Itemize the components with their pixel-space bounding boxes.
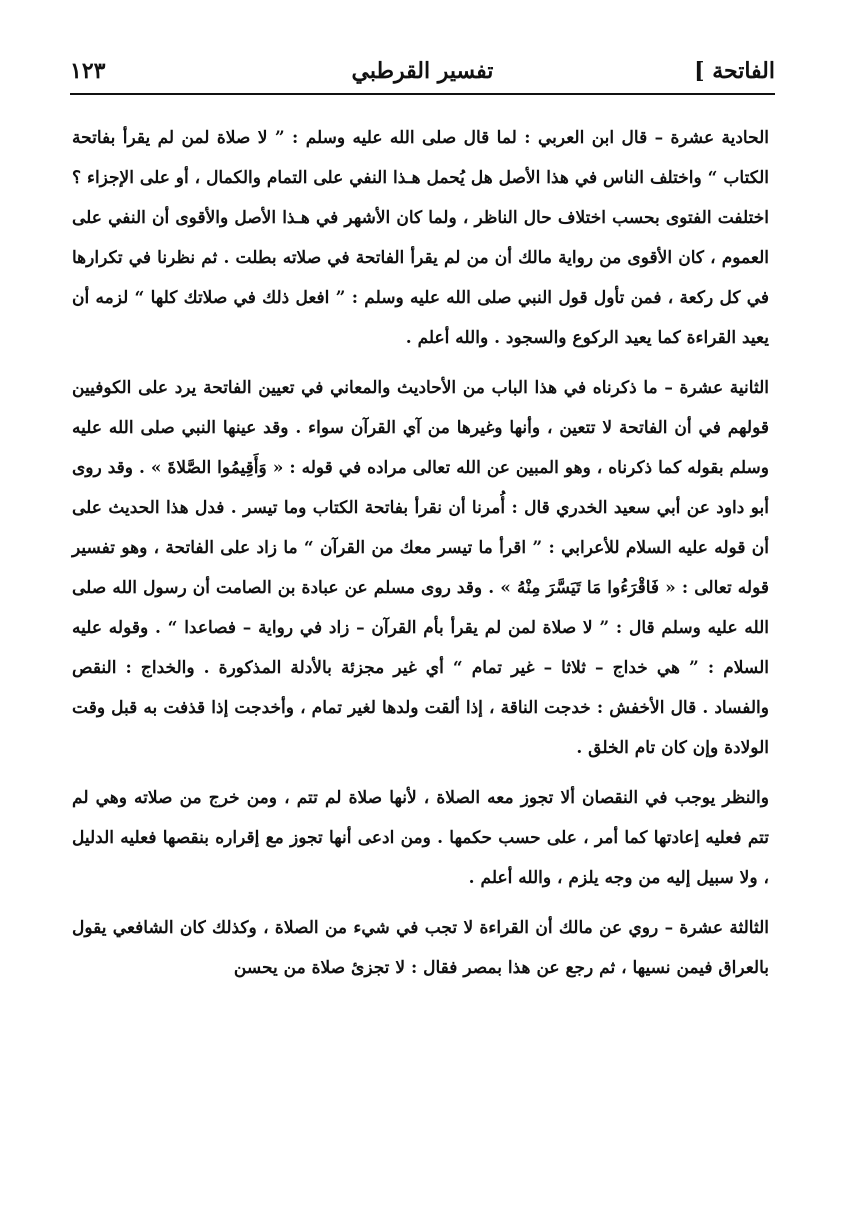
paragraph-reasoning: والنظر يوجب في النقصان ألا تجوز معه الصلاة ، لأنها صلاة لم تتم ، ومن خرج من صلاته وهي لم تتم فعليه إعادتها كما أمر ، على حسب حكمها . ومن ادعى أنها تجوز مع إقراره بنقصها فعليه الدليل ، ولا سبيل إليه من وجه يلزم ، والله أعلم . xyxy=(72,788,769,888)
paragraph-twelfth: الثانية عشرة – ما ذكرناه في هذا الباب من الأحاديث والمعاني في تعيين الفاتحة يرد على الكوفيين قولهم في أن الفاتحة لا تتعين ، وأنها وغيرها من آي القرآن سواء . وقد عينها النبي صلى الله عليه وسلم بقوله كما ذكرناه ، وهو المبين عن الله تعالى مراده في قوله : « وَأَقِيمُوا الصَّلاةَ » . وقد روى أبو داود عن أبي سعيد الخدري قال : أُمرنا أن نقرأ بفاتحة الكتاب وما تيسر . فدل هذا الحديث على أن قوله عليه السلام للأعرابي : ” اقرأ ما تيسر معك من القرآن “ ما زاد على الفاتحة ، وهو تفسير قوله تعالى : « فَاقْرَءُوا مَا تَيَسَّرَ مِنْهُ » . وقد روى مسلم عن عبادة بن الصامت أن رسول الله صلى الله عليه وسلم قال : ” لا صلاة لمن لم يقرأ بأم القرآن – زاد في رواية – فصاعدا “ . وقوله عليه السلام : ” هي خداج – ثلاثا – غير تمام “ أي غير مجزئة بالأدلة المذكورة . والخداج : النقص والفساد . قال الأخفش : خدجت الناقة ، إذا ألقت ولدها لغير تمام ، وأخدجت إذا قذفت به قبل وقت الولادة وإن كان تام الخلق . xyxy=(72,378,769,758)
page-number: ١٢٣ xyxy=(70,58,106,84)
paragraph-thirteenth: الثالثة عشرة – روي عن مالك أن القراءة لا تجب في شيء من الصلاة ، وكذلك كان الشافعي يقول بالعراق فيمن نسيها ، ثم رجع عن هذا بمصر فقال : لا تجزئ صلاة من يحسن xyxy=(72,918,769,978)
running-header xyxy=(70,52,775,90)
paragraph-eleventh: الحادية عشرة – قال ابن العربي : لما قال صلى الله عليه وسلم : ” لا صلاة لمن لم يقرأ بفاتحة الكتاب “ واختلف الناس في هذا الأصل هل يُحمل هـذا النفي على التمام والكمال ، أو على الإجزاء ؟ اختلفت الفتوى بحسب اختلاف حال الناظر ، ولما كان الأشهر في هـذا الأصل والأقوى أن النفي على العموم ، كان الأقوى من رواية مالك أن من لم يقرأ الفاتحة في صلاته بطلت . ثم نظرنا في تكرارها في كل ركعة ، فمن تأول قول النبي صلى الله عليه وسلم : ” افعل ذلك في صلاتك كلها “ لزمه أن يعيد القراءة كما يعيد الركوع والسجود . والله أعلم . xyxy=(72,128,769,348)
book-title: تفسير القرطبي xyxy=(351,58,494,84)
chapter-label: الفاتحة ] xyxy=(694,58,775,84)
body-text xyxy=(72,118,769,1191)
header-rule xyxy=(70,93,775,95)
